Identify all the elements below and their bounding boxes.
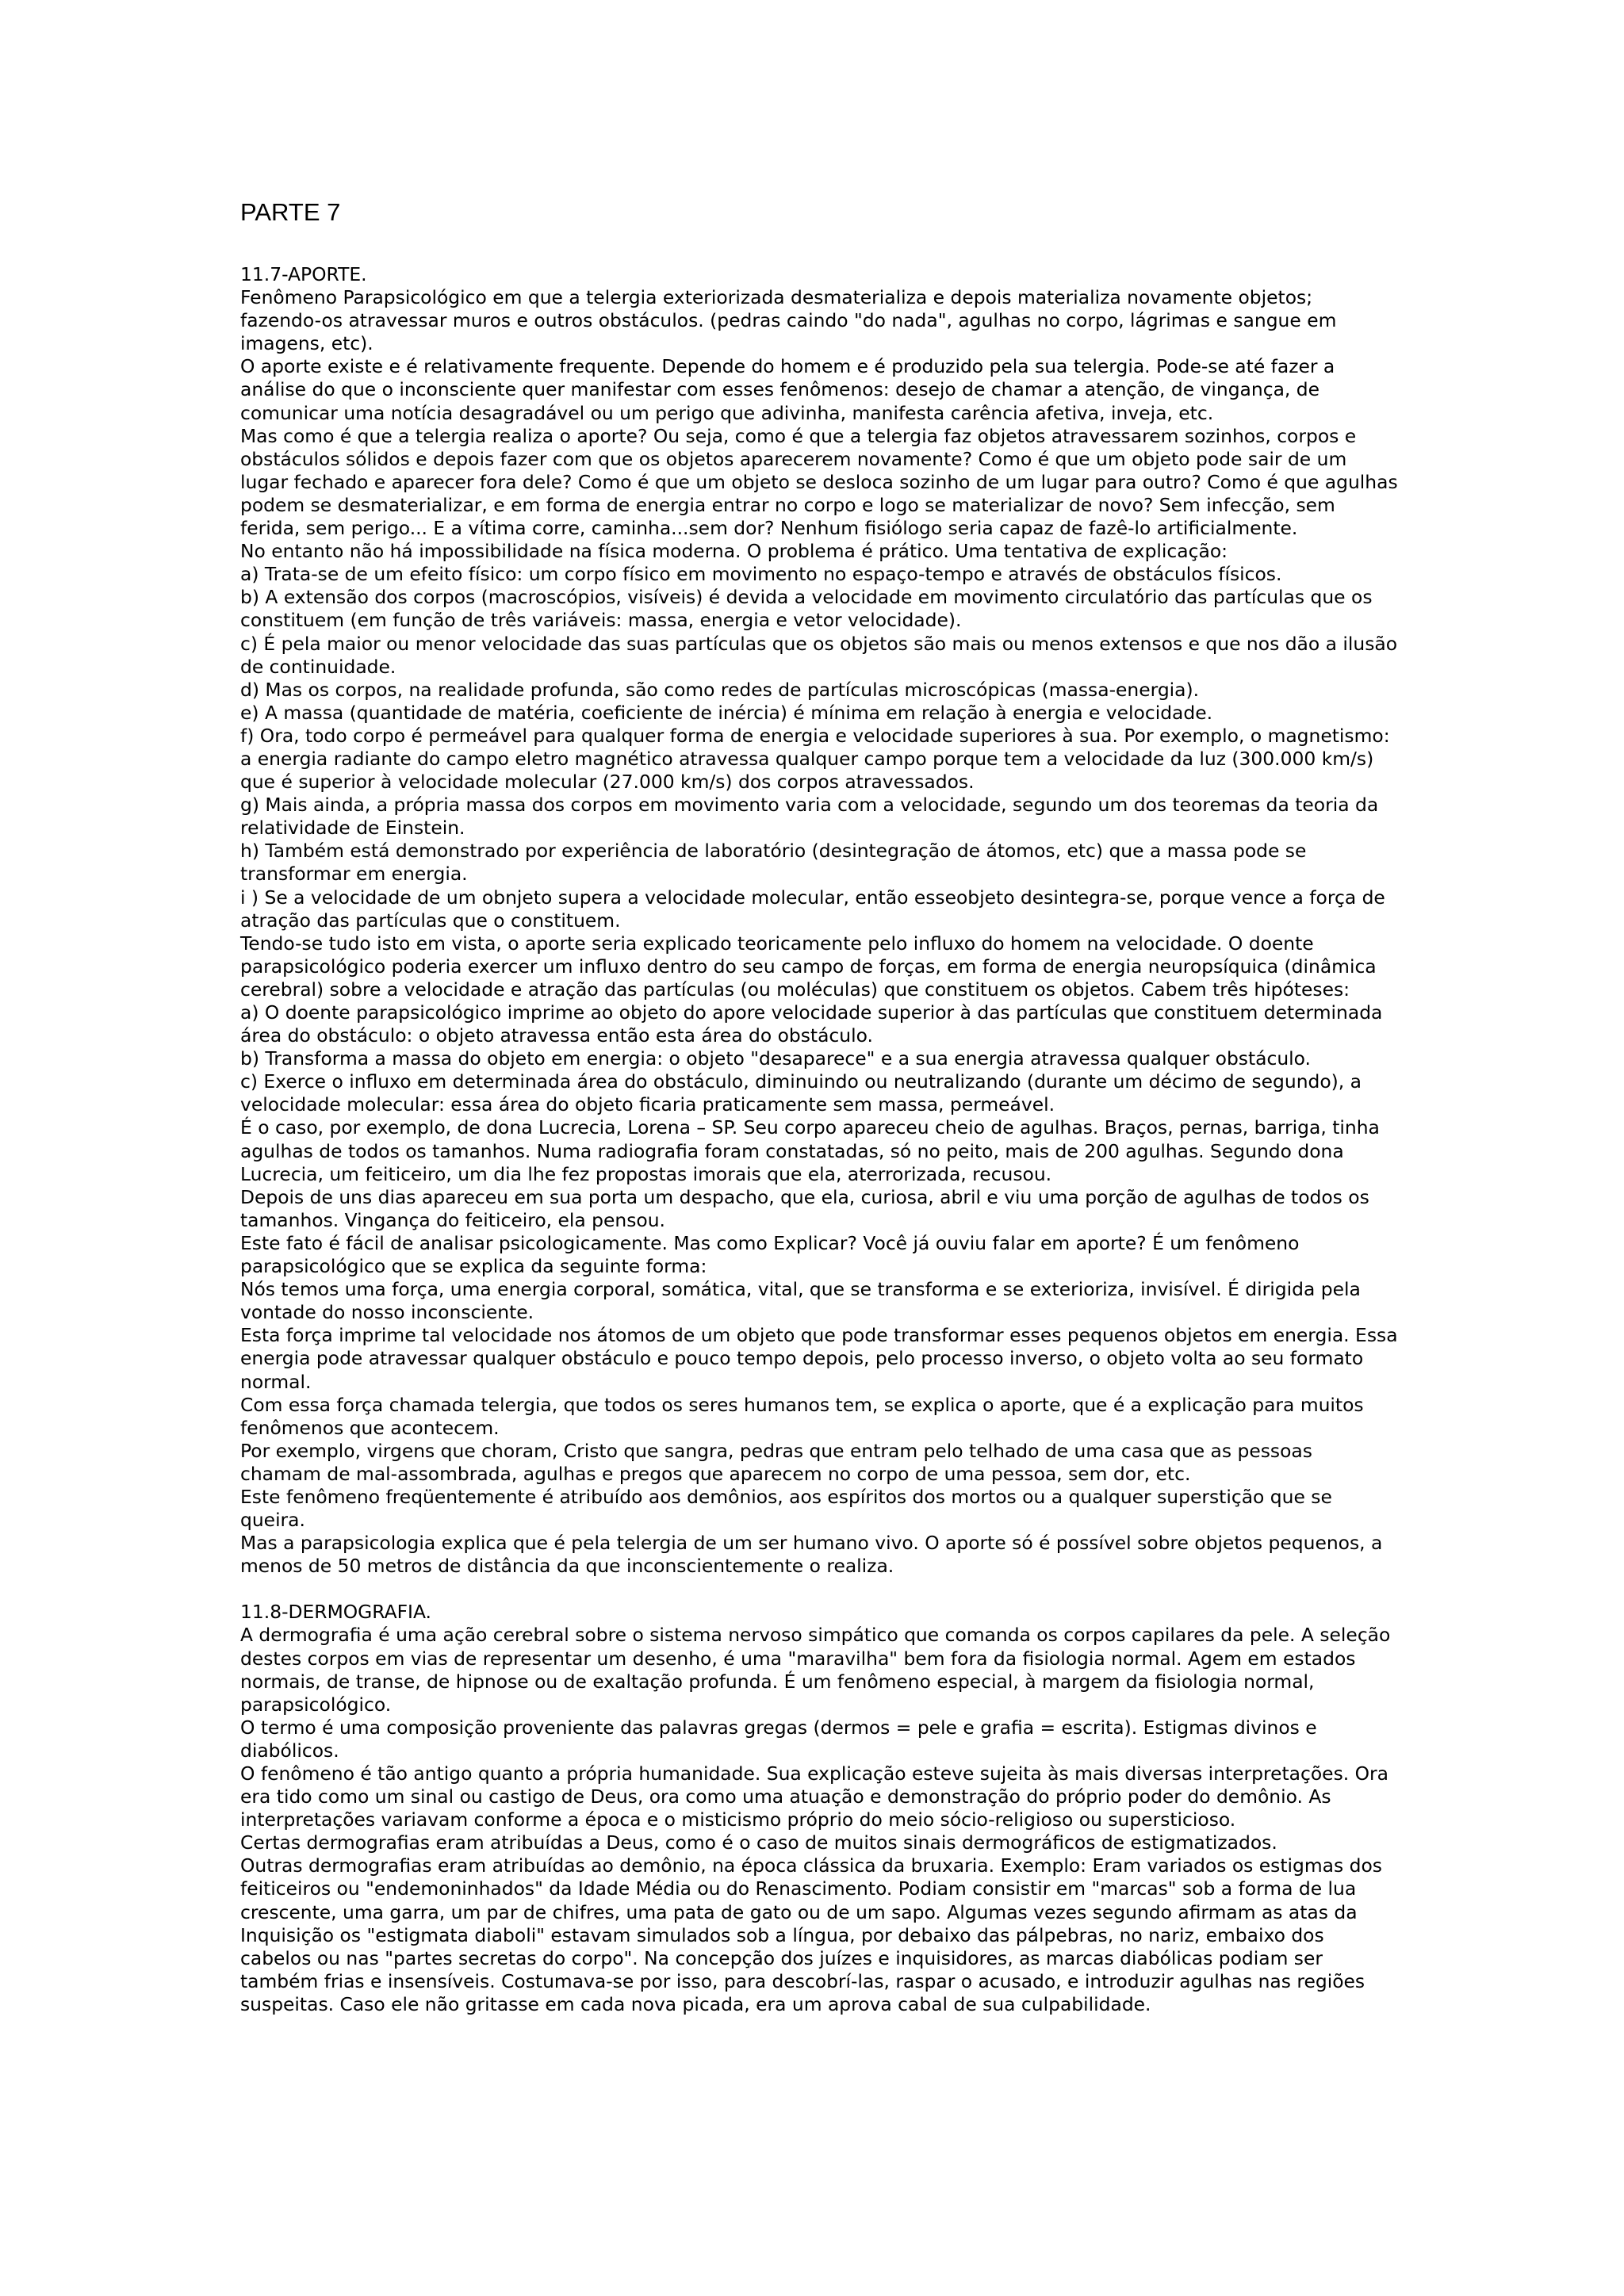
paragraph: Por exemplo, virgens que choram, Cristo que sangra, pedras que entram pelo telhado de uma casa que as pessoas chamam de mal-assombrada, agulhas e pregos que aparecem no corpo de uma pessoa, sem dor, etc. — [240, 1439, 1312, 1485]
paragraph: Certas dermografias eram atribuídas a Deus, como é o caso de muitos sinais dermográficos de estigmatizados. — [240, 1831, 1277, 1854]
paragraph: A dermografia é uma ação cerebral sobre o sistema nervoso simpático que comanda os corpos capilares da pele. A seleção destes corpos em vias de representar um desenho, é uma "maravilha" bem fora da fisiologia normal. Agem em estados normais, de transe, de hipnose ou de exaltação profunda. É um fenômeno especial, à margem da fisiologia normal, parapsicológico. — [240, 1624, 1391, 1716]
list-item: b) A extensão dos corpos (macroscópios, visíveis) é devida a velocidade em movimento circulatório das partículas que os constituem (em função de três variáveis: massa, energia e vetor velocidade). — [240, 586, 1373, 632]
part-title: PARTE 7 — [240, 198, 341, 226]
section-spacer — [240, 1578, 1398, 1601]
paragraph: Este fato é fácil de analisar psicologicamente. Mas como Explicar? Você já ouviu falar em aporte? É um fenômeno parapsicológico que se explica da seguinte forma: — [240, 1231, 1300, 1278]
paragraph: Outras dermografias eram atribuídas ao demônio, na época clássica da bruxaria. Exemplo: Eram variados os estigmas dos feiticeiros ou "endemoninhados" da Idade Média ou do Renascimento. Podiam consistir em "marcas" sob a forma de lua crescente, uma garra, um par de chifres, uma pata de gato ou de um sapo. Algumas vezes segundo afirmam as atas da Inquisição os "estigmata diaboli" estavam simulados sob a língua, por debaixo das pálpebras, no nariz, embaixo dos cabelos ou nas "partes secretas do corpo". Na concepção dos juízes e inquisidores, as marcas diabólicas podiam ser também frias e insensíveis. Costumava-se por isso, para descobrí-las, raspar o acusado, e introduzir agulhas nas regiões suspeitas. Caso ele não gritasse em cada nova picada, era um aprova cabal de sua culpabilidade. — [240, 1854, 1382, 2015]
section-dermografia — [240, 1601, 1398, 2016]
paragraph: No entanto não há impossibilidade na física moderna. O problema é prático. Uma tentativa de explicação: — [240, 540, 1228, 563]
list-item: d) Mas os corpos, na realidade profunda, são como redes de partículas microscópicas (massa-energia). — [240, 678, 1200, 701]
list-item: b) Transforma a massa do objeto em energia: o objeto "desaparece" e a sua energia atravessa qualquer obstáculo. — [240, 1047, 1311, 1070]
paragraph: Depois de uns dias apareceu em sua porta um despacho, que ela, curiosa, abril e viu uma porção de agulhas de todos os tamanhos. Vingança do feiticeiro, ela pensou. — [240, 1185, 1369, 1231]
list-item: f) Ora, todo corpo é permeável para qualquer forma de energia e velocidade superiores à sua. Por exemplo, o magnetismo: a energia radiante do campo eletro magnético atravessa qualquer campo porque tem a velocidade da luz (300.000 km/s) que é superior à velocidade molecular (27.000 km/s) dos corpos atravessados. — [240, 724, 1390, 794]
list-item: e) A massa (quantidade de matéria, coeficiente de inércia) é mínima em relação à energia e velocidade. — [240, 701, 1213, 724]
list-item: i ) Se a velocidade de um obnjeto supera a velocidade molecular, então esseobjeto desintegra-se, porque vence a força de atração das partículas que o constituem. — [240, 886, 1385, 932]
paragraph: Mas como é que a telergia realiza o aporte? Ou seja, como é que a telergia faz objetos atravessarem sozinhos, corpos e obstáculos sólidos e depois fazer com que os objetos aparecerem novamente? Como é que um objeto pode sair de um lugar fechado e aparecer fora dele? Como é que um objeto se desloca sozinho de um lugar para outro? Como é que agulhas podem se desmaterializar, e em forma de energia entrar no corpo e logo se materializar de novo? Sem infecção, sem ferida, sem perigo... E a vítima corre, caminha...sem dor? Nenhum fisiólogo seria capaz de fazê-lo artificialmente. — [240, 424, 1398, 540]
list-item: a) Trata-se de um efeito físico: um corpo físico em movimento no espaço-tempo e através de obstáculos físicos. — [240, 563, 1282, 586]
document-page — [240, 197, 1398, 2016]
paragraph: Tendo-se tudo isto em vista, o aporte seria explicado teoricamente pelo influxo do homem na velocidade. O doente parapsicológico poderia exercer um influxo dentro do seu campo de forças, em forma de energia neuropsíquica (dinâmica cerebral) sobre a velocidade e atração das partículas (ou moléculas) que constituem os objetos. Cabem três hipóteses: — [240, 932, 1377, 1001]
paragraph: O fenômeno é tão antigo quanto a própria humanidade. Sua explicação esteve sujeita às mais diversas interpretações. Ora era tido como um sinal ou castigo de Deus, ora como uma atuação e demonstração do próprio poder do demônio. As interpretações variavam conforme a época e o misticismo próprio do meio sócio-religioso ou supersticioso. — [240, 1762, 1388, 1831]
list-item: c) É pela maior ou menor velocidade das suas partículas que os objetos são mais ou menos extensos e que nos dão a ilusão de continuidade. — [240, 632, 1398, 678]
paragraph: Nós temos uma força, uma energia corporal, somática, vital, que se transforma e se exterioriza, invisível. É dirigida pela vontade do nosso inconsciente. — [240, 1278, 1361, 1324]
paragraph: Este fenômeno freqüentemente é atribuído aos demônios, aos espíritos dos mortos ou a qualquer superstição que se queira. — [240, 1485, 1332, 1532]
list-item: c) Exerce o influxo em determinada área do obstáculo, diminuindo ou neutralizando (durante um décimo de segundo), a velocidade molecular: essa área do objeto ficaria praticamente sem massa, permeável. — [240, 1070, 1362, 1116]
section-heading: 11.7-APORTE. — [240, 263, 367, 285]
list-item: a) O doente parapsicológico imprime ao objeto do apore velocidade superior à das partículas que constituem determinada área do obstáculo: o objeto atravessa então esta área do obstáculo. — [240, 1001, 1383, 1047]
paragraph: É o caso, por exemplo, de dona Lucrecia, Lorena – SP. Seu corpo apareceu cheio de agulhas. Braços, pernas, barriga, tinha agulhas de todos os tamanhos. Numa radiografia foram constatadas, só no peito, mais de 200 agulhas. Segundo dona Lucrecia, um feiticeiro, um dia lhe fez propostas imorais que ela, aterrorizada, recusou. — [240, 1116, 1380, 1185]
paragraph: Esta força imprime tal velocidade nos átomos de um objeto que pode transformar esses pequenos objetos em energia. Essa energia pode atravessar qualquer obstáculo e pouco tempo depois, pelo processo inverso, o objeto volta ao seu formato normal. — [240, 1324, 1398, 1393]
paragraph: O termo é uma composição proveniente das palavras gregas (dermos = pele e grafia = escrita). Estigmas divinos e diabólicos. — [240, 1716, 1317, 1762]
section-heading: 11.8-DERMOGRAFIA. — [240, 1601, 431, 1624]
paragraph: Fenômeno Parapsicológico em que a telergia exteriorizada desmaterializa e depois materializa novamente objetos; fazendo-os atravessar muros e outros obstáculos. (pedras caindo "do nada", agulhas no corpo, lágrimas e sangue em imagens, etc). — [240, 286, 1337, 355]
list-item: h) Também está demonstrado por experiência de laboratório (desintegração de átomos, etc) que a massa pode se transformar em energia. — [240, 840, 1307, 886]
list-item: g) Mais ainda, a própria massa dos corpos em movimento varia com a velocidade, segundo um dos teoremas da teoria da relatividade de Einstein. — [240, 794, 1379, 840]
paragraph: O aporte existe e é relativamente frequente. Depende do homem e é produzido pela sua telergia. Pode-se até fazer a análise do que o inconsciente quer manifestar com esses fenômenos: desejo de chamar a atenção, de vingança, de comunicar uma notícia desagradável ou um perigo que adivinha, manifesta carência afetiva, inveja, etc. — [240, 355, 1335, 424]
section-aporte — [240, 263, 1398, 1578]
paragraph: Mas a parapsicologia explica que é pela telergia de um ser humano vivo. O aporte só é possível sobre objetos pequenos, a menos de 50 metros de distância da que inconscientemente o realiza. — [240, 1532, 1383, 1578]
paragraph: Com essa força chamada telergia, que todos os seres humanos tem, se explica o aporte, que é a explicação para muitos fenômenos que acontecem. — [240, 1393, 1364, 1439]
